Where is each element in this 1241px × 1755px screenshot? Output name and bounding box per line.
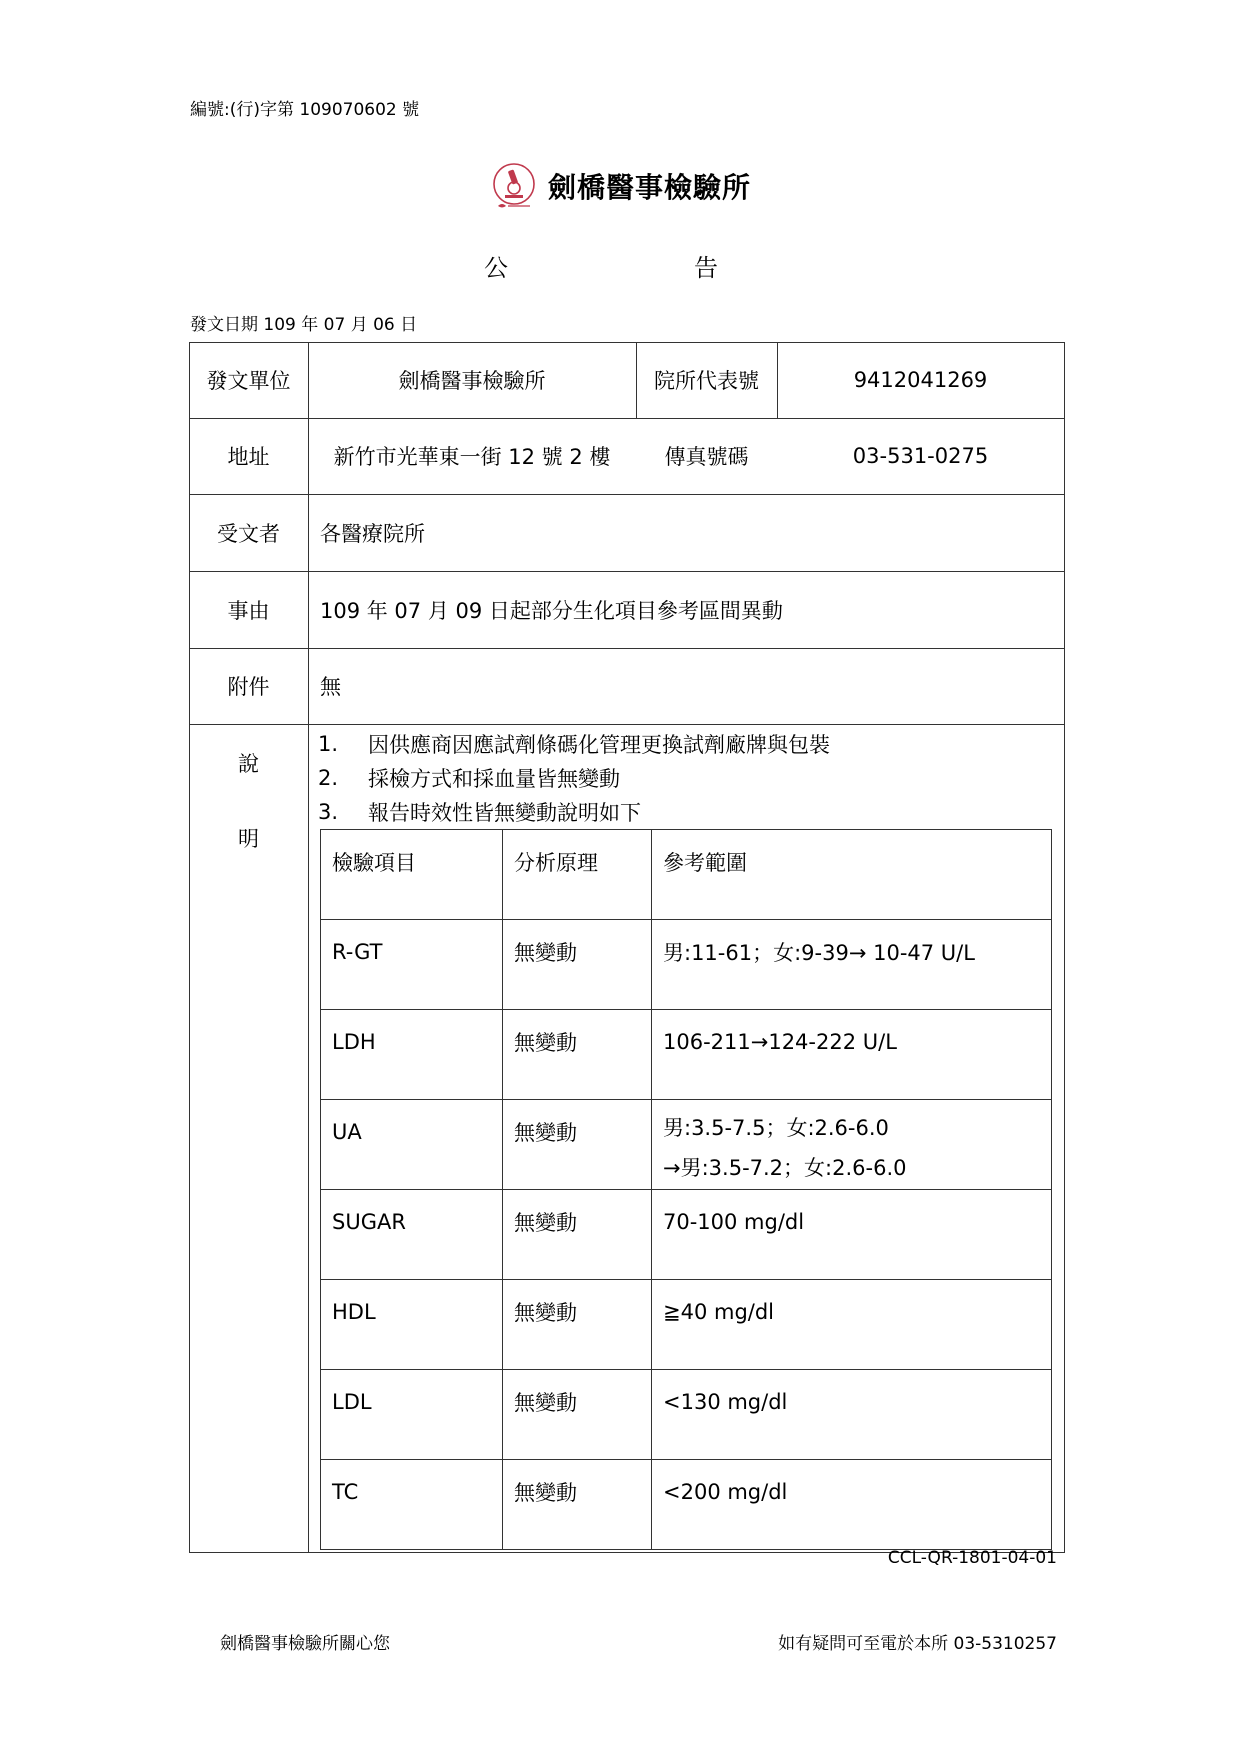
form-code: CCL-QR-1801-04-01 (887, 1548, 1057, 1568)
address-label: 地址 (227, 445, 270, 469)
recipient-label: 受文者 (217, 521, 280, 546)
list-item: 1. 因供應商因應試劑條碼化管理更換試劑廠牌與包裝 (318, 732, 830, 757)
test-range-ldh: 106-211→124-222 U/L (663, 1030, 897, 1054)
letterhead (0, 160, 1241, 212)
test-method-hdl: 無變動 (514, 1301, 577, 1325)
document-number: 編號:(行)字第 109070602 號 (190, 100, 420, 120)
test-range-ua (651, 1108, 1051, 1188)
test-range-rgt: 男:11-61；女:9-39→ 10-47 U/L (663, 941, 975, 965)
footer-slogan: 劍橋醫事檢驗所關心您 (220, 1634, 390, 1654)
test-item-ua: UA (332, 1120, 362, 1144)
test-item-sugar: SUGAR (332, 1210, 406, 1234)
footer-contact: 如有疑問可至電於本所 03-5310257 (778, 1634, 1057, 1654)
test-method-tc: 無變動 (514, 1481, 577, 1505)
test-method-rgt: 無變動 (514, 941, 577, 965)
test-item-ldl: LDL (332, 1390, 372, 1414)
test-range-ldl: <130 mg/dl (663, 1390, 788, 1414)
notice-title-char-1: 公 (484, 254, 508, 282)
test-range-tc: <200 mg/dl (663, 1480, 788, 1504)
list-item: 2. 採檢方式和採血量皆無變動 (318, 766, 620, 791)
notice-title-char-2: 告 (694, 254, 718, 282)
explanation-list (318, 727, 830, 829)
list-item: 3. 報告時效性皆無變動說明如下 (318, 800, 641, 825)
test-range-sugar: 70-100 mg/dl (663, 1210, 805, 1234)
issue-date: 發文日期 109 年 07 月 06 日 (190, 315, 418, 335)
explain-label-char-2: 明 (238, 827, 259, 851)
subject-label: 事由 (227, 598, 270, 623)
test-range-ua-new: →男:3.5-7.2；女:2.6-6.0 (663, 1156, 907, 1180)
column-header-method: 分析原理 (514, 851, 598, 875)
facility-code-label: 院所代表號 (654, 369, 759, 393)
recipient-value: 各醫療院所 (320, 521, 425, 546)
microscope-logo-icon (490, 162, 538, 210)
reference-range-table (320, 829, 1052, 1553)
subject-value: 109 年 07 月 09 日起部分生化項目參考區間異動 (320, 598, 783, 623)
attachment-value: 無 (320, 675, 341, 699)
explain-label-char-1: 說 (238, 752, 259, 776)
test-item-tc: TC (332, 1480, 359, 1504)
test-item-ldh: LDH (332, 1030, 376, 1054)
organization-title: 劍橋醫事檢驗所 (547, 171, 751, 204)
test-item-hdl: HDL (332, 1300, 376, 1324)
test-range-ua-old: 男:3.5-7.5；女:2.6-6.0 (663, 1116, 889, 1140)
attachment-label: 附件 (227, 675, 270, 699)
column-header-range: 參考範圍 (663, 851, 747, 875)
test-method-ua: 無變動 (514, 1121, 577, 1145)
issuer-value: 劍橋醫事檢驗所 (398, 369, 546, 393)
issuer-label: 發文單位 (206, 369, 291, 393)
fax-value: 03-531-0275 (852, 444, 989, 468)
test-item-rgt: R-GT (332, 940, 383, 964)
facility-code-value: 9412041269 (853, 368, 988, 392)
column-header-item: 檢驗項目 (332, 851, 416, 875)
test-method-ldh: 無變動 (514, 1031, 577, 1055)
address-value: 新竹市光華東一街 12 號 2 樓 (333, 445, 611, 469)
fax-label: 傳真號碼 (664, 445, 749, 469)
test-method-ldl: 無變動 (514, 1391, 577, 1415)
test-method-sugar: 無變動 (514, 1211, 577, 1235)
test-range-hdl: ≧40 mg/dl (663, 1300, 775, 1324)
